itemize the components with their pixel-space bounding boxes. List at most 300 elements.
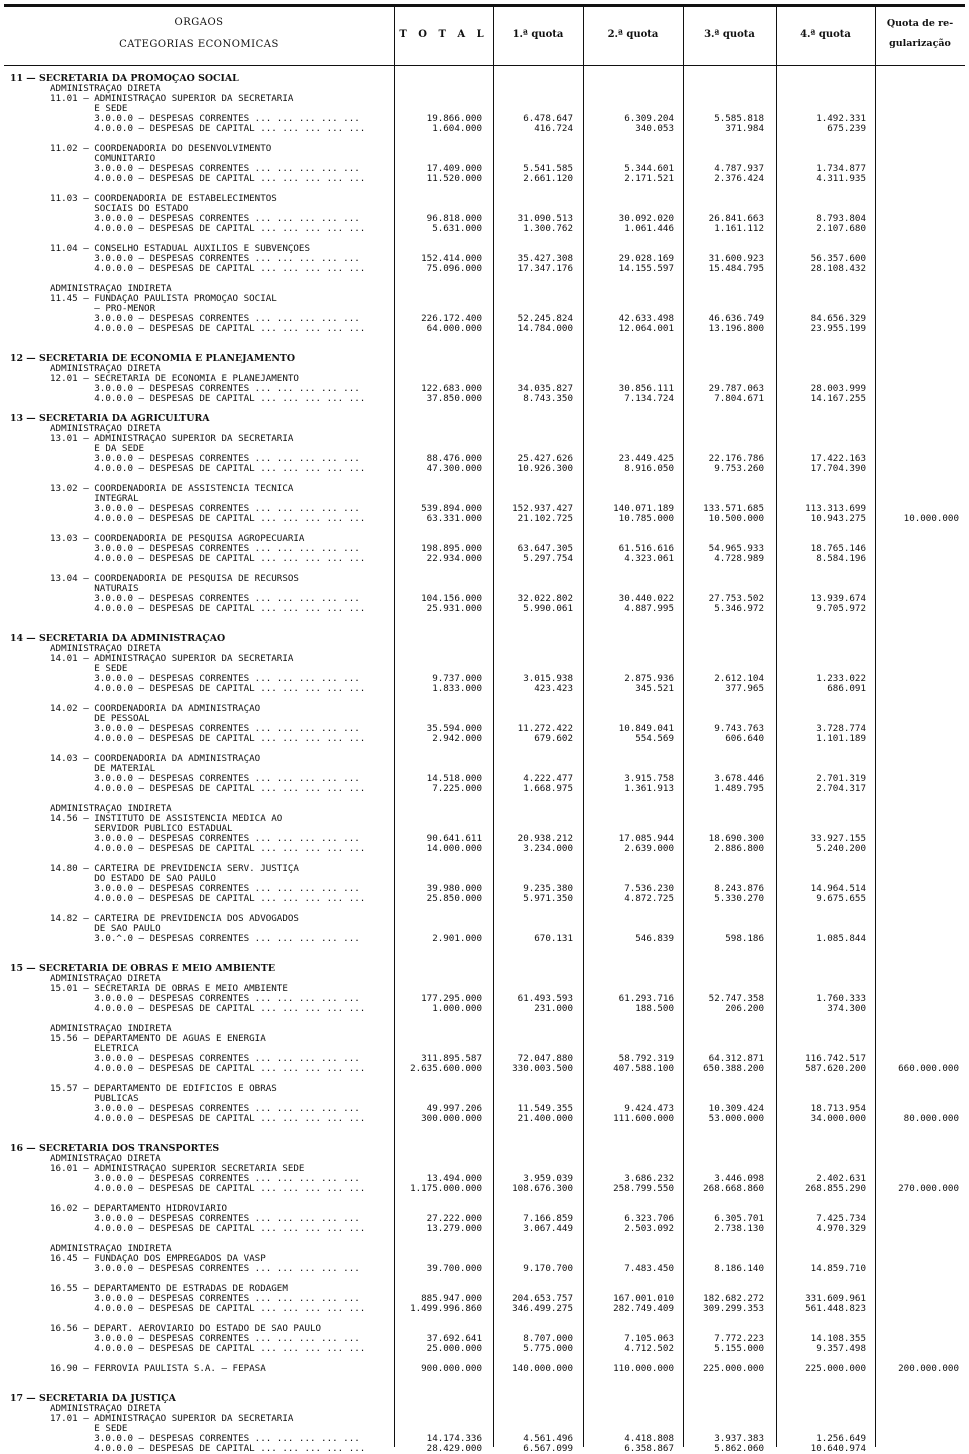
table-row [4, 324, 965, 334]
row-label: 11.01 — ADMINISTRAÇÃO SUPERIOR DA SECRETARIA [50, 94, 294, 104]
total-cell: 9.737.000 [432, 673, 482, 684]
row-label: 13.03 — COORDENADORIA DE PESQUISA AGROPECUARIA [50, 534, 305, 544]
row-label: E SEDE [50, 104, 128, 114]
quota-1-cell: 3.015.938 [523, 673, 573, 684]
row-label: ADMINISTRAÇÃO DIRETA [50, 424, 161, 434]
quota-3-cell: 650.388.200 [703, 1063, 764, 1074]
quota-4-cell: 18.713.954 [810, 1103, 866, 1114]
row-label: 4.0.0.0 — DESPESAS DE CAPITAL ... ... ... ... ... [50, 324, 366, 334]
total-cell: 39.700.000 [426, 1263, 482, 1274]
spacer-row [4, 1124, 965, 1134]
quota-1-cell: 11.272.422 [517, 723, 573, 734]
table-row [4, 174, 965, 184]
row-label: ADMINISTRAÇÃO DIRETA [50, 974, 161, 984]
table-row [4, 1154, 965, 1164]
quota-3-cell: 133.571.685 [703, 503, 764, 514]
quota-1-cell: 63.647.305 [517, 543, 573, 554]
row-label: 3.0.0.0 — DESPESAS CORRENTES ... ... ... ... ... [50, 884, 360, 894]
quota-4-cell: 2.701.319 [816, 773, 866, 784]
quota-1-cell: 3.959.039 [523, 1173, 573, 1184]
quota-4-cell: 34.000.000 [810, 1113, 866, 1124]
row-label: ELÉTRICA [50, 1044, 139, 1054]
spacer-row [4, 944, 965, 954]
quota-3-cell: 598.186 [725, 933, 764, 944]
row-label: SERVIDOR PÚBLICO ESTADUAL [50, 824, 233, 834]
row-label: 4.0.0.0 — DESPESAS DE CAPITAL ... ... ... ... ... [50, 1004, 366, 1014]
row-label: 3.0.0.0 — DESPESAS CORRENTES ... ... ... ... ... [50, 504, 360, 514]
row-label: DE PESSOAL [50, 714, 150, 724]
quota-4-cell: 116.742.517 [805, 1053, 866, 1064]
total-cell: 104.156.000 [421, 593, 482, 604]
table-row [4, 514, 965, 524]
spacer-row [4, 1314, 965, 1324]
header-orgaos-title: ORGAOS [174, 17, 224, 28]
total-cell: 311.895.587 [421, 1053, 482, 1064]
quota-4-cell: 225.000.000 [805, 1363, 866, 1374]
spacer-row [4, 524, 965, 534]
quota-1-cell: 6.567.099 [523, 1443, 573, 1454]
table-row [4, 934, 965, 944]
quota-reg-cell: 270.000.000 [898, 1183, 959, 1194]
row-label: 4.0.0.0 — DESPESAS DE CAPITAL ... ... ... ... ... [50, 224, 366, 234]
quota-4-cell: 561.448.823 [805, 1303, 866, 1314]
row-label: 3.0.^.0 — DESPESAS CORRENTES ... ... ... ... ... [50, 934, 360, 944]
quota-4-cell: 2.704.317 [816, 783, 866, 794]
table-row [4, 704, 965, 714]
table-row [4, 124, 965, 134]
quota-1-cell: 1.300.762 [523, 223, 573, 234]
quota-3-cell: 182.682.272 [703, 1293, 764, 1304]
quota-2-cell: 4.712.502 [624, 1343, 674, 1354]
quota-2-cell: 111.600.000 [613, 1113, 674, 1124]
row-label: 3.0.0.0 — DESPESAS CORRENTES ... ... ... ... ... [50, 774, 360, 784]
row-label: 11.45 — FUNDAÇÃO PAULISTA PROMOÇÃO SOCIAL [50, 294, 277, 304]
row-label: 4.0.0.0 — DESPESAS DE CAPITAL ... ... ... ... ... [50, 1304, 366, 1314]
quota-reg-cell: 10.000.000 [903, 513, 959, 524]
quota-1-cell: 416.724 [534, 123, 573, 134]
total-cell: 27.222.000 [426, 1213, 482, 1224]
table-row [4, 1184, 965, 1194]
row-label: 16.55 — DEPARTAMENTO DE ESTRADAS DE RODAGEM [50, 1284, 288, 1294]
row-label: 3.0.0.0 — DESPESAS CORRENTES ... ... ... ... ... [50, 1054, 360, 1064]
row-label: 16 — SECRETARIA DOS TRANSPORTES [10, 1144, 220, 1154]
table-row [4, 84, 965, 94]
table-row [4, 844, 965, 854]
quota-4-cell: 28.003.999 [810, 383, 866, 394]
quota-2-cell: 1.361.913 [624, 783, 674, 794]
quota-reg-cell: 660.000.000 [898, 1063, 959, 1074]
row-label: 3.0.0.0 — DESPESAS CORRENTES ... ... ... ... ... [50, 544, 360, 554]
table-row [4, 1224, 965, 1234]
spacer-row [4, 404, 965, 414]
table-row [4, 864, 965, 874]
row-label: 3.0.0.0 — DESPESAS CORRENTES ... ... ... ... ... [50, 1174, 360, 1184]
quota-2-cell: 9.424.473 [624, 1103, 674, 1114]
row-label: 4.0.0.0 — DESPESAS DE CAPITAL ... ... ... ... ... [50, 784, 366, 794]
total-cell: 1.833.000 [432, 683, 482, 694]
row-label: 3.0.0.0 — DESPESAS CORRENTES ... ... ... ... ... [50, 214, 360, 224]
quota-2-cell: 61.293.716 [618, 993, 674, 1004]
total-cell: 90.641.611 [426, 833, 482, 844]
quota-3-cell: 29.787.063 [708, 383, 764, 394]
quota-1-cell: 72.047.880 [517, 1053, 573, 1064]
row-label: 15 — SECRETARIA DE OBRAS E MEIO AMBIENTE [10, 964, 275, 974]
quota-1-cell: 4.222.477 [523, 773, 573, 784]
row-label: 14.01 — ADMINISTRAÇÃO SUPERIOR DA SECRETARIA [50, 654, 294, 664]
row-label: 17.01 — ADMINISTRAÇÃO SUPERIOR DA SECRETARIA [50, 1414, 294, 1424]
row-label: 4.0.0.0 — DESPESAS DE CAPITAL ... ... ... ... ... [50, 514, 366, 524]
quota-3-cell: 46.636.749 [708, 313, 764, 324]
spacer-row [4, 474, 965, 484]
row-label: COMUNITARIO [50, 154, 156, 164]
quota-3-cell: 3.678.446 [714, 773, 764, 784]
total-cell: 17.409.000 [426, 163, 482, 174]
quota-3-cell: 15.484.795 [708, 263, 764, 274]
total-cell: 539.894.000 [421, 503, 482, 514]
table-row [4, 1444, 965, 1454]
table-row [4, 974, 965, 984]
row-label: 16.90 — FERROVIA PAULISTA S.A. — FEPASA [50, 1364, 266, 1374]
row-label: 14.82 — CARTEIRA DE PREVIDÊNCIA DOS ADVOGADOS [50, 914, 299, 924]
quota-2-cell: 17.085.944 [618, 833, 674, 844]
total-cell: 11.520.000 [426, 173, 482, 184]
table-row [4, 1364, 965, 1374]
quota-1-cell: 31.090.513 [517, 213, 573, 224]
table-row [4, 1064, 965, 1074]
quota-reg-cell: 200.000.000 [898, 1363, 959, 1374]
quota-1-cell: 17.347.176 [517, 263, 573, 274]
quota-2-cell: 546.839 [635, 933, 674, 944]
spacer-row [4, 1134, 965, 1144]
quota-1-cell: 5.297.754 [523, 553, 573, 564]
spacer-row [4, 954, 965, 964]
quota-4-cell: 3.728.774 [816, 723, 866, 734]
quota-2-cell: 6.309.204 [624, 113, 674, 124]
secretaria-row [4, 74, 965, 84]
row-label: 13.04 — COORDENADORIA DE PESQUISA DE RECURSOS [50, 574, 299, 584]
secretaria-row [4, 354, 965, 364]
header-quota-4: 4.ª quota [800, 28, 851, 40]
quota-3-cell: 2.886.800 [714, 843, 764, 854]
total-cell: 39.980.000 [426, 883, 482, 894]
total-cell: 152.414.000 [421, 253, 482, 264]
row-label: NATURAIS [50, 584, 139, 594]
row-label: 15.01 — SECRETARIA DE OBRAS E MEIO AMBIENTE [50, 984, 288, 994]
quota-3-cell: 8.243.876 [714, 883, 764, 894]
quota-3-cell: 3.937.383 [714, 1433, 764, 1444]
quota-1-cell: 5.971.350 [523, 893, 573, 904]
total-cell: 177.295.000 [421, 993, 482, 1004]
quota-4-cell: 1.101.189 [816, 733, 866, 744]
spacer-row [4, 694, 965, 704]
quota-2-cell: 7.536.230 [624, 883, 674, 894]
total-cell: 35.594.000 [426, 723, 482, 734]
quota-1-cell: 108.676.300 [512, 1183, 573, 1194]
total-cell: 47.300.000 [426, 463, 482, 474]
table-row [4, 754, 965, 764]
quota-3-cell: 18.690.300 [708, 833, 764, 844]
quota-1-cell: 9.170.700 [523, 1263, 573, 1274]
total-cell: 900.000.000 [421, 1363, 482, 1374]
table-row [4, 1034, 965, 1044]
quota-4-cell: 10.943.275 [810, 513, 866, 524]
row-label: 3.0.0.0 — DESPESAS CORRENTES ... ... ... ... ... [50, 994, 360, 1004]
row-label: E SEDE [50, 664, 128, 674]
table-row [4, 784, 965, 794]
table-row [4, 1084, 965, 1094]
quota-1-cell: 5.775.000 [523, 1343, 573, 1354]
row-label: 3.0.0.0 — DESPESAS CORRENTES ... ... ... ... ... [50, 1104, 360, 1114]
quota-4-cell: 28.108.432 [810, 263, 866, 274]
table-row [4, 434, 965, 444]
quota-2-cell: 30.440.022 [618, 593, 674, 604]
quota-3-cell: 2.612.104 [714, 673, 764, 684]
quota-4-cell: 2.107.680 [816, 223, 866, 234]
spacer-row [4, 184, 965, 194]
quota-1-cell: 8.707.000 [523, 1333, 573, 1344]
spacer-row [4, 1234, 965, 1244]
quota-3-cell: 31.600.923 [708, 253, 764, 264]
table-row [4, 194, 965, 204]
table-row [4, 1264, 965, 1274]
total-cell: 14.000.000 [426, 843, 482, 854]
spacer-row [4, 274, 965, 284]
header-orgaos [4, 4, 394, 64]
row-label: DE SÃO PAULO [50, 924, 161, 934]
table-row [4, 1024, 965, 1034]
row-label: ADMINISTRAÇÃO DIRETA [50, 364, 161, 374]
quota-4-cell: 4.311.935 [816, 173, 866, 184]
total-cell: 13.494.000 [426, 1173, 482, 1184]
quota-1-cell: 11.549.355 [517, 1103, 573, 1114]
row-label: ADMINISTRAÇÃO DIRETA [50, 1154, 161, 1164]
quota-3-cell: 52.747.358 [708, 993, 764, 1004]
quota-2-cell: 2.503.092 [624, 1223, 674, 1234]
quota-4-cell: 33.927.155 [810, 833, 866, 844]
total-cell: 2.901.000 [432, 933, 482, 944]
total-cell: 25.850.000 [426, 893, 482, 904]
table-row [4, 364, 965, 374]
spacer-row [4, 1074, 965, 1084]
row-label: 3.0.0.0 — DESPESAS CORRENTES ... ... ... ... ... [50, 594, 360, 604]
quota-3-cell: 22.176.786 [708, 453, 764, 464]
quota-4-cell: 7.425.734 [816, 1213, 866, 1224]
total-cell: 1.604.000 [432, 123, 482, 134]
quota-3-cell: 4.728.989 [714, 553, 764, 564]
quota-3-cell: 13.196.800 [708, 323, 764, 334]
quota-4-cell: 1.760.333 [816, 993, 866, 1004]
quota-2-cell: 42.633.498 [618, 313, 674, 324]
table-row [4, 114, 965, 124]
row-label: 4.0.0.0 — DESPESAS DE CAPITAL ... ... ... ... ... [50, 1114, 366, 1124]
quota-4-cell: 1.085.844 [816, 933, 866, 944]
quota-1-cell: 10.926.300 [517, 463, 573, 474]
row-label: 4.0.0.0 — DESPESAS DE CAPITAL ... ... ... ... ... [50, 464, 366, 474]
quota-2-cell: 4.872.725 [624, 893, 674, 904]
row-label: 3.0.0.0 — DESPESAS CORRENTES ... ... ... ... ... [50, 1434, 360, 1444]
spacer-row [4, 854, 965, 864]
total-cell: 88.476.000 [426, 453, 482, 464]
row-label: 3.0.0.0 — DESPESAS CORRENTES ... ... ... ... ... [50, 114, 360, 124]
quota-1-cell: 140.000.000 [512, 1363, 573, 1374]
row-label: INTEGRAL [50, 494, 139, 504]
spacer-row [4, 1274, 965, 1284]
quota-4-cell: 2.402.631 [816, 1173, 866, 1184]
spacer-row [4, 334, 965, 344]
quota-3-cell: 64.312.871 [708, 1053, 764, 1064]
secretaria-row [4, 964, 965, 974]
total-cell: 5.631.000 [432, 223, 482, 234]
total-cell: 13.279.000 [426, 1223, 482, 1234]
table-row [4, 654, 965, 664]
quota-1-cell: 204.653.757 [512, 1293, 573, 1304]
quota-1-cell: 21.400.000 [517, 1113, 573, 1124]
quota-4-cell: 9.705.972 [816, 603, 866, 614]
row-label: ADMINISTRAÇÃO INDIRETA [50, 284, 172, 294]
quota-1-cell: 25.427.626 [517, 453, 573, 464]
row-label: 3.0.0.0 — DESPESAS CORRENTES ... ... ... ... ... [50, 1214, 360, 1224]
row-label: E DA SEDE [50, 444, 145, 454]
spacer-row [4, 1014, 965, 1024]
quota-1-cell: 152.937.427 [512, 503, 573, 514]
row-label: 13.01 — ADMINISTRAÇÃO SUPERIOR DA SECRETARIA [50, 434, 294, 444]
quota-3-cell: 309.299.353 [703, 1303, 764, 1314]
row-label: 13 — SECRETARIA DA AGRICULTURA [10, 414, 210, 424]
quota-2-cell: 554.569 [635, 733, 674, 744]
quota-1-cell: 5.541.585 [523, 163, 573, 174]
quota-2-cell: 4.323.061 [624, 553, 674, 564]
quota-2-cell: 5.344.601 [624, 163, 674, 174]
quota-2-cell: 23.449.425 [618, 453, 674, 464]
quota-1-cell: 52.245.824 [517, 313, 573, 324]
quota-2-cell: 10.785.000 [618, 513, 674, 524]
quota-2-cell: 6.358.867 [624, 1443, 674, 1454]
quota-2-cell: 4.418.808 [624, 1433, 674, 1444]
table-row [4, 804, 965, 814]
quota-4-cell: 84.656.329 [810, 313, 866, 324]
quota-4-cell: 23.955.199 [810, 323, 866, 334]
quota-3-cell: 9.753.260 [714, 463, 764, 474]
row-label: 3.0.0.0 — DESPESAS CORRENTES ... ... ... ... ... [50, 724, 360, 734]
header-quota-1: 1.ª quota [512, 28, 564, 40]
row-label: ADMINISTRAÇÃO INDIRETA [50, 1244, 172, 1254]
row-label: 4.0.0.0 — DESPESAS DE CAPITAL ... ... ... ... ... [50, 1184, 366, 1194]
quota-1-cell: 2.661.120 [523, 173, 573, 184]
quota-2-cell: 258.799.550 [613, 1183, 674, 1194]
quota-3-cell: 5.585.818 [714, 113, 764, 124]
row-label: 4.0.0.0 — DESPESAS DE CAPITAL ... ... ... ... ... [50, 734, 366, 744]
quota-4-cell: 14.964.514 [810, 883, 866, 894]
row-label: 4.0.0.0 — DESPESAS DE CAPITAL ... ... ... ... ... [50, 1444, 366, 1454]
quota-4-cell: 1.256.649 [816, 1433, 866, 1444]
row-label: 11.02 — COORDENADORIA DO DESENVOLVIMENTO [50, 144, 272, 154]
quota-2-cell: 188.500 [635, 1003, 674, 1014]
row-label: 3.0.0.0 — DESPESAS CORRENTES ... ... ... ... ... [50, 454, 360, 464]
total-cell: 1.499.996.860 [410, 1303, 482, 1314]
header-quota-3: 3.ª quota [704, 28, 755, 40]
table-row [4, 294, 965, 304]
secretaria-row [4, 634, 965, 644]
quota-1-cell: 34.035.827 [517, 383, 573, 394]
table-row [4, 224, 965, 234]
row-label: 3.0.0.0 — DESPESAS CORRENTES ... ... ... ... ... [50, 384, 360, 394]
row-label: 14 — SECRETARIA DA ADMINISTRAÇÃO [10, 634, 226, 644]
budget-table [4, 4, 965, 1454]
quota-2-cell: 345.521 [635, 683, 674, 694]
spacer-row [4, 234, 965, 244]
spacer-row [4, 624, 965, 634]
quota-2-cell: 2.171.521 [624, 173, 674, 184]
quota-2-cell: 4.887.995 [624, 603, 674, 614]
quota-1-cell: 1.668.975 [523, 783, 573, 794]
row-label: SOCIAIS DO ESTADO [50, 204, 189, 214]
row-label: PUBLICAS [50, 1094, 139, 1104]
quota-1-cell: 7.166.859 [523, 1213, 573, 1224]
spacer-row [4, 1384, 965, 1394]
quota-3-cell: 1.489.795 [714, 783, 764, 794]
row-label: 3.0.0.0 — DESPESAS CORRENTES ... ... ... ... ... [50, 674, 360, 684]
quota-4-cell: 13.939.674 [810, 593, 866, 604]
total-cell: 198.895.000 [421, 543, 482, 554]
total-cell: 75.096.000 [426, 263, 482, 274]
total-cell: 37.692.641 [426, 1333, 482, 1344]
spacer-row [4, 744, 965, 754]
table-row [4, 734, 965, 744]
quota-2-cell: 10.849.041 [618, 723, 674, 734]
spacer-row [4, 344, 965, 354]
table-row [4, 394, 965, 404]
table-row [4, 484, 965, 494]
quota-4-cell: 18.765.146 [810, 543, 866, 554]
quota-2-cell: 14.155.597 [618, 263, 674, 274]
quota-2-cell: 2.875.936 [624, 673, 674, 684]
table-row [4, 1114, 965, 1124]
row-label: DO ESTADO DE SÃO PAULO [50, 874, 216, 884]
row-label: 4.0.0.0 — DESPESAS DE CAPITAL ... ... ... ... ... [50, 684, 366, 694]
table-row [4, 674, 965, 684]
quota-3-cell: 371.984 [725, 123, 764, 134]
quota-3-cell: 2.376.424 [714, 173, 764, 184]
row-label: 11 — SECRETARIA DA PROMOÇÃO SOCIAL [10, 74, 239, 84]
total-cell: 1.000.000 [432, 1003, 482, 1014]
total-cell: 28.429.000 [426, 1443, 482, 1454]
table-row [4, 894, 965, 904]
row-label: 11.03 — COORDENADORIA DE ESTABELECIMENTOS [50, 194, 277, 204]
row-label: DE MATERIAL [50, 764, 156, 774]
row-label: 4.0.0.0 — DESPESAS DE CAPITAL ... ... ... ... ... [50, 844, 366, 854]
total-cell: 2.942.000 [432, 733, 482, 744]
quota-4-cell: 374.300 [827, 1003, 866, 1014]
quota-4-cell: 14.167.255 [810, 393, 866, 404]
quota-4-cell: 5.240.200 [816, 843, 866, 854]
row-label: 16.01 — ADMINISTRAÇÃO SUPERIOR SECRETARIA SEDE [50, 1164, 305, 1174]
quota-4-cell: 9.675.655 [816, 893, 866, 904]
quota-3-cell: 1.161.112 [714, 223, 764, 234]
header-rule [4, 65, 965, 66]
quota-1-cell: 679.602 [534, 733, 573, 744]
header-quota-2: 2.ª quota [607, 28, 659, 40]
quota-3-cell: 8.186.140 [714, 1263, 764, 1274]
row-label: 4.0.0.0 — DESPESAS DE CAPITAL ... ... ... ... ... [50, 124, 366, 134]
quota-reg-cell: 80.000.000 [903, 1113, 959, 1124]
row-label: 4.0.0.0 — DESPESAS DE CAPITAL ... ... ... ... ... [50, 604, 366, 614]
quota-1-cell: 6.478.647 [523, 113, 573, 124]
row-label: 15.57 — DEPARTAMENTO DE EDIFICIOS E OBRAS [50, 1084, 277, 1094]
total-cell: 2.635.600.000 [410, 1063, 482, 1074]
quota-3-cell: 7.772.223 [714, 1333, 764, 1344]
row-label: 14.02 — COORDENADORIA DA ADMINISTRAÇÃO [50, 704, 261, 714]
quota-2-cell: 407.588.100 [613, 1063, 674, 1074]
